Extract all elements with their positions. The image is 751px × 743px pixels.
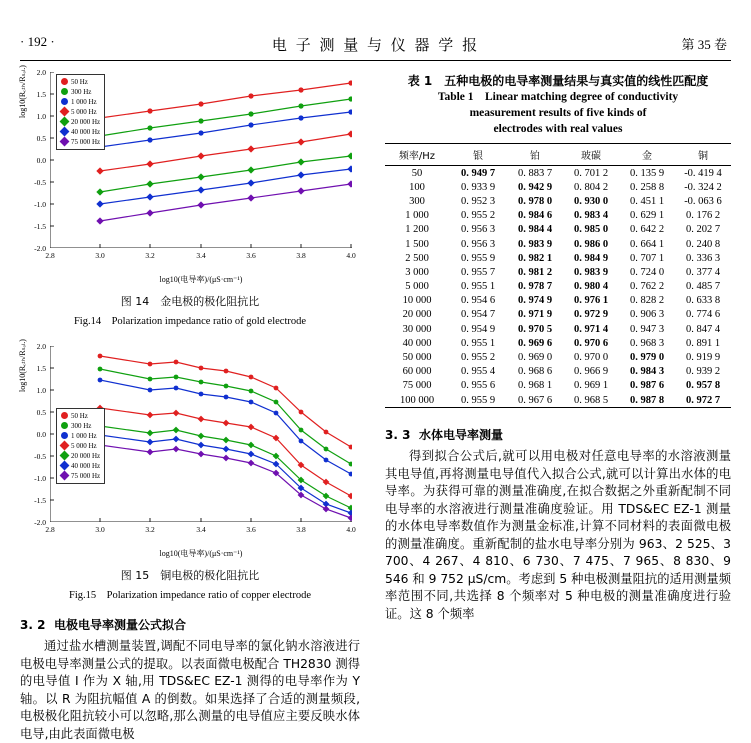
legend-item: 5 000 Hz	[61, 107, 100, 117]
cell-value: 0. 970 5	[517, 323, 553, 335]
cell-value: 0. 976 1	[573, 295, 609, 307]
fig14-ytick: 2.0	[36, 68, 46, 77]
fig14-caption-cn: 图 14 金电极的极化阻抗比	[120, 295, 260, 308]
table-1-title-en-1: Table 1 Linear matching degree of conductivity	[437, 91, 679, 103]
cell-value: 0. 956 3	[460, 238, 496, 250]
table-1-title-en-2: measurement results of five kinds of	[469, 107, 647, 119]
cell-freq: 40 000	[402, 337, 432, 349]
fig15-xtick: 2.8	[45, 525, 55, 534]
cell-value: 0. 955 9	[460, 252, 496, 264]
right-column	[385, 72, 731, 623]
fig14-ytick: 0.0	[36, 156, 46, 165]
table-1-title-en-3: electrodes with real values	[493, 123, 623, 135]
table-row	[385, 265, 731, 279]
cell-value: 0. 828 2	[629, 295, 665, 307]
fig14-legend	[56, 74, 105, 150]
cell-value: 0. 981 2	[517, 266, 553, 278]
section-3-2-title: 电极电导率测量公式拟合	[54, 618, 187, 632]
cell-value: 0. 707 1	[629, 252, 665, 264]
fig15-ytick: -1.5	[34, 496, 46, 505]
cell-value: 0. 968 3	[629, 337, 665, 349]
cell-value: 0. 891 1	[685, 337, 721, 349]
cell-value: 0. 955 2	[460, 352, 496, 364]
fig15-xtick: 3.0	[95, 525, 105, 534]
cell-freq: 50	[411, 167, 423, 179]
fig15-ytick: -1.0	[34, 474, 46, 483]
page-header	[0, 34, 751, 58]
cell-value: 0. 176 2	[685, 210, 721, 222]
page-number: · 192 ·	[20, 34, 55, 49]
cell-value: 0. 485 7	[685, 281, 721, 293]
legend-item: 75 000 Hz	[61, 137, 100, 147]
table-row	[385, 336, 731, 350]
cell-value: 0. 202 7	[685, 224, 721, 236]
fig15-xlabel: log10(电导率)/(μS·cm⁻¹)	[159, 549, 243, 558]
fig15-xtick: 3.2	[145, 525, 155, 534]
fig14-ytick: 1.5	[36, 90, 46, 99]
table-row	[385, 251, 731, 265]
fig14-xtick: 3.2	[145, 251, 155, 260]
cell-value: 0. 978 7	[517, 281, 553, 293]
col-header-glassy-carbon: 玻碳	[563, 144, 619, 166]
journal-title: 电 子 测 量 与 仪 器 学 报	[271, 36, 480, 54]
cell-value: 0. 970 6	[573, 337, 609, 349]
cell-value: 0. 135 9	[629, 167, 665, 179]
cell-freq: 300	[409, 195, 425, 207]
cell-value: 0. 336 3	[685, 252, 721, 264]
cell-value: 0. 724 0	[629, 266, 665, 278]
table-1-title-text: 五种电极的电导率测量结果与真实值的线性匹配度	[444, 74, 709, 88]
fig14-ytick: 1.0	[36, 112, 46, 121]
cell-value: 0. 955 6	[460, 380, 496, 392]
table-row	[385, 180, 731, 194]
cell-value: 0. 954 7	[460, 309, 496, 321]
fig14-xtick: 3.8	[296, 251, 306, 260]
cell-value: 0. 633 8	[685, 295, 721, 307]
cell-value: 0. 956 3	[460, 224, 496, 236]
legend-item: 300 Hz	[61, 87, 100, 97]
cell-value: 0. 957 8	[685, 380, 721, 392]
cell-value: 0. 974 9	[517, 295, 553, 307]
cell-value: 0. 969 6	[517, 337, 553, 349]
fig15-ytick: -2.0	[34, 518, 46, 527]
cell-value: 0. 949 7	[460, 167, 496, 179]
cell-value: 0. 919 9	[685, 352, 721, 364]
table-row	[385, 280, 731, 294]
table-1-title-cn	[385, 72, 731, 89]
cell-value: 0. 955 4	[460, 366, 496, 378]
cell-value: 0. 701 2	[573, 167, 609, 179]
cell-value: 0. 984 4	[517, 224, 553, 236]
table-row	[385, 223, 731, 237]
fig15-ytick: 1.0	[36, 386, 46, 395]
cell-value: 0. 240 8	[685, 238, 721, 250]
cell-freq: 5 000	[405, 281, 429, 293]
table-row	[385, 322, 731, 336]
cell-value: 0. 972 7	[675, 393, 731, 408]
cell-value: 0. 985 0	[573, 224, 609, 236]
left-column	[18, 65, 360, 743]
cell-value: -0. 419 4	[684, 167, 722, 179]
figure-15	[18, 339, 360, 602]
legend-item: 20 000 Hz	[61, 117, 100, 127]
table-row	[385, 379, 731, 393]
col-header-copper: 铜	[675, 144, 731, 166]
fig14-xtick: 4.0	[346, 251, 356, 260]
cell-value: 0. 939 2	[685, 366, 721, 378]
legend-item: 300 Hz	[61, 421, 100, 431]
cell-value: 0. 377 4	[685, 266, 721, 278]
fig14-caption-en: Fig.14 Polarization impedance ratio of gold electrode	[73, 316, 307, 327]
fig15-ytick: 0.5	[36, 408, 46, 417]
fig14-xtick: 2.8	[45, 251, 55, 260]
fig14-ytick: 0.5	[36, 134, 46, 143]
section-3-2-paragraph: 通过盐水槽测量装置,调配不同电导率的氯化钠水溶液进行电极电导率测量公式的提取。以表面微电极配合 TH2830 测得的电导值 I 作为 X 轴,用 TDS&EC EZ-1 测得的电导率作为 Y 轴。以 R 为阻抗幅值 A 的倒数。如果选择了合适的测量频段,电极极化阻抗较小可以忽略,那么测量的电导值应主要反映水体电导,由此表面微电极	[20, 639, 360, 741]
table-row	[385, 365, 731, 379]
cell-value: 0. 968 6	[517, 366, 553, 378]
cell-freq: 60 000	[402, 366, 432, 378]
cell-value: 0. 629 1	[629, 210, 665, 222]
fig15-xtick: 3.4	[196, 525, 206, 534]
fig14-xtick: 3.4	[196, 251, 206, 260]
cell-freq: 20 000	[402, 309, 432, 321]
cell-value: 0. 971 4	[573, 323, 609, 335]
section-3-3-paragraph: 得到拟合公式后,就可以用电极对任意电导率的水溶液测量其电导值,再将测量电导值代入拟合公式,就可以计算出水体的电导率。为获得可靠的测量准确度,在拟合数据之外重新配制不同电导率的水溶液进行测量准确度验证。用 TDS&EC EZ-1 测量的水体电导率数值作为测量金标准,计算不同材料的表面微电极的测量准确度。重新配制的盐水电导率分别为 963、2 525、3 700、4 267、4 810、6 730、7 475、7 965、8 830、9 546 和 9 752 μS/cm。考虑到 5 种电极测量阻抗的适用测量频率范围不同,共选择 8 个频率对 5 种电极的测量准确度进行验证。这 8 个频率	[385, 449, 731, 621]
cell-freq: 1 200	[405, 224, 429, 236]
cell-value: 0. 942 9	[517, 181, 553, 193]
legend-item: 20 000 Hz	[61, 451, 100, 461]
cell-value: 0. 930 0	[573, 195, 609, 207]
fig14-ytick: -2.0	[34, 244, 46, 253]
cell-value: 0. 983 4	[573, 210, 609, 222]
cell-value: 0. 664 1	[629, 238, 665, 250]
legend-item: 40 000 Hz	[61, 461, 100, 471]
cell-value: 0. 987 6	[629, 380, 665, 392]
table-row	[385, 209, 731, 223]
table-row	[385, 237, 731, 251]
legend-item: 1 000 Hz	[61, 431, 100, 441]
fig15-xtick: 4.0	[346, 525, 356, 534]
cell-value: 0. 955 7	[460, 266, 496, 278]
cell-value: 0. 979 0	[629, 352, 665, 364]
cell-value: 0. 804 2	[573, 181, 609, 193]
cell-value: 0. 967 6	[507, 393, 563, 408]
legend-item: 40 000 Hz	[61, 127, 100, 137]
fig14-ytick: -1.5	[34, 222, 46, 231]
cell-value: -0. 063 6	[684, 195, 722, 207]
fig15-xtick: 3.6	[246, 525, 256, 534]
cell-value: 0. 986 0	[573, 238, 609, 250]
cell-value: 0. 980 4	[573, 281, 609, 293]
cell-value: 0. 955 2	[460, 210, 496, 222]
cell-value: -0. 324 2	[684, 181, 722, 193]
legend-item: 75 000 Hz	[61, 471, 100, 481]
cell-freq: 3 000	[405, 266, 429, 278]
cell-value: 0. 969 0	[517, 352, 553, 364]
cell-value: 0. 984 6	[517, 210, 553, 222]
table-row	[385, 166, 731, 181]
cell-value: 0. 906 3	[629, 309, 665, 321]
cell-value: 0. 978 0	[517, 195, 553, 207]
cell-freq: 50 000	[402, 352, 432, 364]
cell-value: 0. 983 9	[573, 266, 609, 278]
fig15-caption-en: Fig.15 Polarization impedance ratio of copper electrode	[69, 590, 311, 601]
fig14-xtick: 3.6	[246, 251, 256, 260]
section-3-2-number: 3. 2	[20, 618, 46, 632]
table-row	[385, 393, 731, 408]
legend-item: 50 Hz	[61, 77, 100, 87]
section-3-3-heading	[385, 426, 731, 443]
cell-value: 0. 955 1	[460, 337, 496, 349]
fig14-xtick: 3.0	[95, 251, 105, 260]
legend-item: 50 Hz	[61, 411, 100, 421]
cell-value: 0. 984 3	[629, 366, 665, 378]
header-divider	[20, 60, 731, 61]
cell-freq: 75 000	[402, 380, 432, 392]
fig15-ytick: -0.5	[34, 452, 46, 461]
fig15-caption-cn: 图 15 铜电极的极化阻抗比	[120, 569, 260, 582]
cell-value: 0. 947 3	[629, 323, 665, 335]
cell-value: 0. 883 7	[517, 167, 553, 179]
cell-value: 0. 968 5	[563, 393, 619, 408]
table-row	[385, 294, 731, 308]
fig14-ytick: -0.5	[34, 178, 46, 187]
table-1-number: 表 1	[407, 74, 433, 88]
cell-value: 0. 971 9	[517, 309, 553, 321]
cell-value: 0. 972 9	[573, 309, 609, 321]
table-row	[385, 194, 731, 208]
cell-freq: 100 000	[385, 393, 449, 408]
cell-value: 0. 642 2	[629, 224, 665, 236]
cell-value: 0. 987 8	[619, 393, 675, 408]
fig14-ylabel: log10(Rₒₜₕ/Rₛₒₗ.)	[18, 65, 27, 118]
col-header-gold: 金	[619, 144, 675, 166]
cell-freq: 2 500	[405, 252, 429, 264]
cell-value: 0. 954 9	[460, 323, 496, 335]
col-header-freq: 频率/Hz	[385, 144, 449, 166]
cell-value: 0. 968 1	[517, 380, 553, 392]
fig14-xlabel: log10(电导率)/(μS·cm⁻¹)	[159, 275, 243, 284]
figure-14	[18, 65, 360, 328]
cell-value: 0. 258 8	[629, 181, 665, 193]
section-3-3-number: 3. 3	[385, 428, 411, 443]
table-1	[385, 143, 731, 408]
fig15-xtick: 3.8	[296, 525, 306, 534]
section-3-2-heading	[20, 616, 360, 633]
col-header-platinum: 铂	[507, 144, 563, 166]
cell-value: 0. 952 3	[460, 195, 496, 207]
cell-value: 0. 966 9	[573, 366, 609, 378]
legend-item: 5 000 Hz	[61, 441, 100, 451]
cell-value: 0. 984 9	[573, 252, 609, 264]
table-row	[385, 308, 731, 322]
cell-freq: 30 000	[402, 323, 432, 335]
fig14-ytick: -1.0	[34, 200, 46, 209]
fig15-ylabel: log10(Rₒₜₕ/Rₛₒₗ.)	[18, 339, 27, 392]
cell-freq: 1 500	[405, 238, 429, 250]
cell-value: 0. 954 6	[460, 295, 496, 307]
cell-value: 0. 933 9	[460, 181, 496, 193]
cell-value: 0. 982 1	[517, 252, 553, 264]
fig15-ytick: 0.0	[36, 430, 46, 439]
cell-value: 0. 451 1	[629, 195, 665, 207]
cell-value: 0. 969 1	[573, 380, 609, 392]
legend-item: 1 000 Hz	[61, 97, 100, 107]
cell-value: 0. 970 0	[573, 352, 609, 364]
cell-value: 0. 847 4	[685, 323, 721, 335]
section-3-3-title: 水体电导率测量	[419, 428, 504, 443]
cell-value: 0. 983 9	[517, 238, 553, 250]
cell-value: 0. 955 9	[449, 393, 507, 408]
table-row	[385, 350, 731, 364]
cell-freq: 10 000	[402, 295, 432, 307]
cell-freq: 100	[409, 181, 425, 193]
cell-value: 0. 774 6	[685, 309, 721, 321]
table-header-row	[385, 144, 731, 166]
fig15-ytick: 2.0	[36, 342, 46, 351]
volume-label: 第 35 卷	[681, 37, 727, 52]
cell-value: 0. 762 2	[629, 281, 665, 293]
cell-freq: 1 000	[405, 210, 429, 222]
col-header-silver: 银	[449, 144, 507, 166]
cell-value: 0. 955 1	[460, 281, 496, 293]
fig15-legend	[56, 408, 105, 484]
fig15-ytick: 1.5	[36, 364, 46, 373]
